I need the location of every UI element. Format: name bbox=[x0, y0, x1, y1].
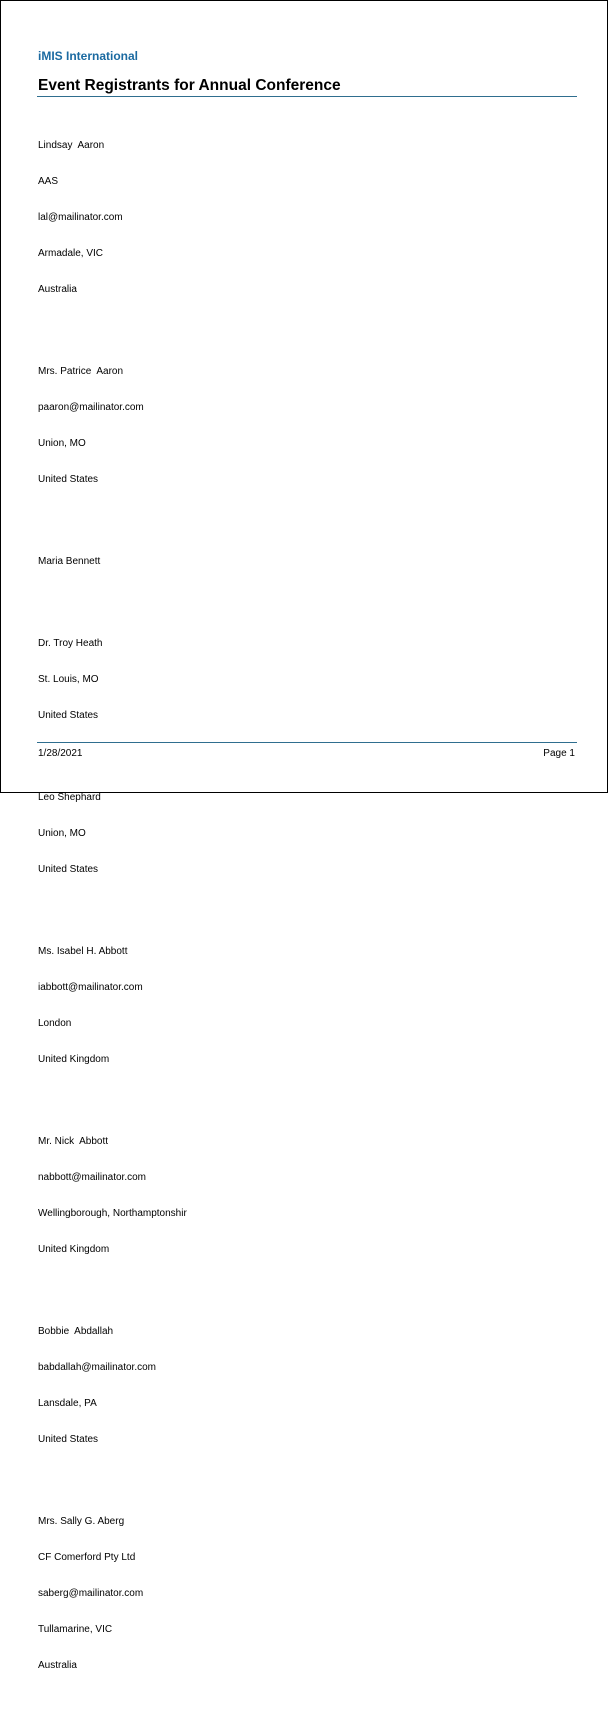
footer-divider bbox=[37, 742, 577, 743]
registrant-company: AAS bbox=[38, 176, 59, 187]
registrant-city: London bbox=[38, 1018, 72, 1029]
registrant-record bbox=[38, 922, 578, 1090]
registrant-name: Dr. Troy Heath bbox=[38, 638, 103, 649]
registrant-country: United Kingdom bbox=[38, 1244, 110, 1255]
registrant-list bbox=[38, 116, 578, 1718]
registrant-country: United Kingdom bbox=[38, 1054, 110, 1065]
registrant-country: Australia bbox=[38, 284, 77, 295]
registrant-name: Mr. Nick Abbott bbox=[38, 1136, 109, 1147]
registrant-record bbox=[38, 1302, 578, 1470]
registrant-email: paaron@mailinator.com bbox=[38, 402, 144, 413]
registrant-city: Lansdale, PA bbox=[38, 1398, 97, 1409]
registrant-city: Union, MO bbox=[38, 828, 86, 839]
registrant-record bbox=[38, 116, 578, 320]
organization-name: iMIS International bbox=[38, 49, 139, 63]
registrant-name: Lindsay Aaron bbox=[38, 140, 105, 151]
registrant-record bbox=[38, 768, 578, 900]
registrant-city: Armadale, VIC bbox=[38, 248, 104, 259]
registrant-email: lal@mailinator.com bbox=[38, 212, 123, 223]
registrant-country: United States bbox=[38, 864, 99, 875]
registrant-record bbox=[38, 342, 578, 510]
page-number: Page 1 bbox=[543, 748, 575, 759]
registrant-country: United States bbox=[38, 1434, 99, 1445]
registrant-name: Maria Bennett bbox=[38, 556, 101, 567]
registrant-city: St. Louis, MO bbox=[38, 674, 99, 685]
registrant-company: CF Comerford Pty Ltd bbox=[38, 1552, 136, 1563]
registrant-name: Leo Shephard bbox=[38, 792, 101, 803]
registrant-city: Tullamarine, VIC bbox=[38, 1624, 113, 1635]
registrant-record bbox=[38, 532, 578, 592]
registrant-email: nabbott@mailinator.com bbox=[38, 1172, 146, 1183]
registrant-email: saberg@mailinator.com bbox=[38, 1588, 144, 1599]
registrant-name: Ms. Isabel H. Abbott bbox=[38, 946, 128, 957]
header-divider bbox=[37, 96, 577, 97]
registrant-email: iabbott@mailinator.com bbox=[38, 982, 143, 993]
registrant-name: Bobbie Abdallah bbox=[38, 1326, 114, 1337]
registrant-country: United States bbox=[38, 474, 99, 485]
registrant-record bbox=[38, 1492, 578, 1696]
report-title: Event Registrants for Annual Conference bbox=[38, 77, 341, 94]
registrant-email: babdallah@mailinator.com bbox=[38, 1362, 156, 1373]
registrant-city: Union, MO bbox=[38, 438, 86, 449]
registrant-record bbox=[38, 614, 578, 746]
registrant-name: Mrs. Patrice Aaron bbox=[38, 366, 124, 377]
report-date: 1/28/2021 bbox=[38, 748, 83, 759]
registrant-country: United States bbox=[38, 710, 99, 721]
registrant-country: Australia bbox=[38, 1660, 77, 1671]
registrant-city: Wellingborough, Northamptonshir bbox=[38, 1208, 187, 1219]
registrant-record bbox=[38, 1112, 578, 1280]
registrant-name: Mrs. Sally G. Aberg bbox=[38, 1516, 125, 1527]
